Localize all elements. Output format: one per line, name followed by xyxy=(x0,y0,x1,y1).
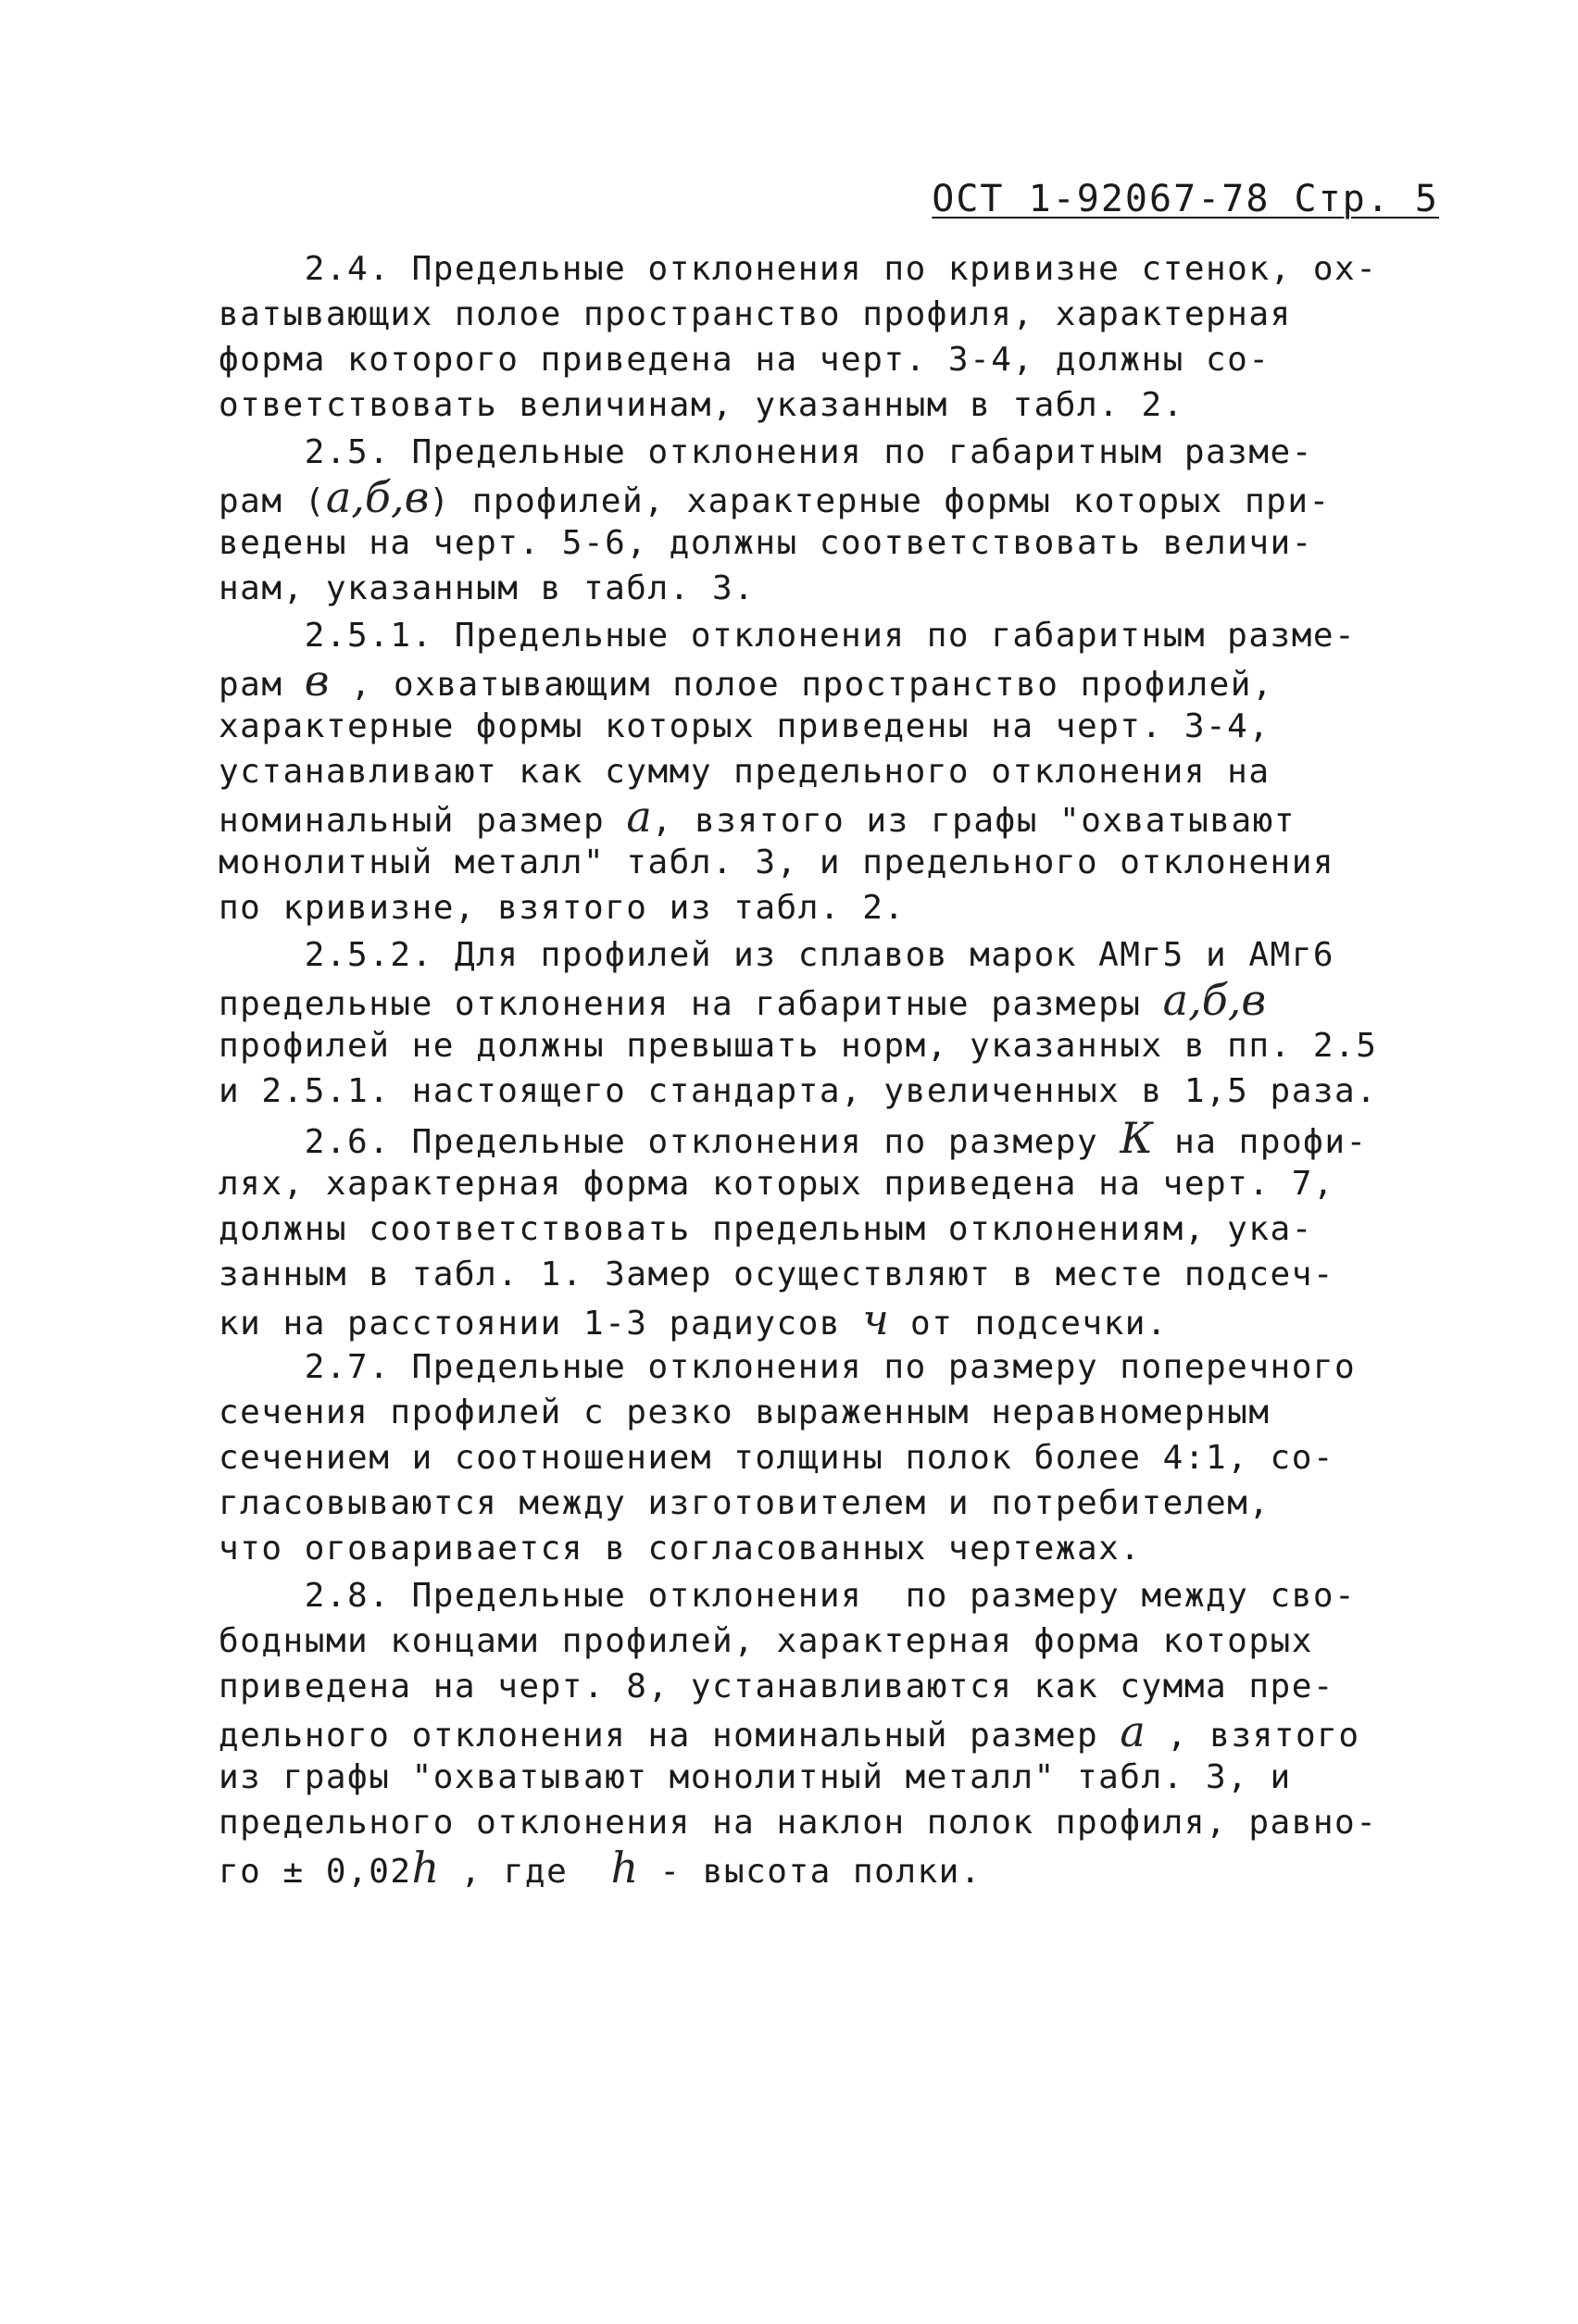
text-line xyxy=(219,1526,1441,1571)
text-line xyxy=(219,613,1441,658)
text-segment: рам ( xyxy=(219,482,326,520)
text-line xyxy=(219,1344,1441,1390)
paragraph-p2-6 xyxy=(219,1113,1441,1344)
text-segment: 2.5.2. Для профилей из сплавов марок АМг5 и АМг6 xyxy=(219,936,1335,974)
text-line xyxy=(219,1845,1441,1891)
text-line xyxy=(219,566,1441,611)
text-segment: рам xyxy=(219,666,305,704)
document-header: ОСТ 1-92067-78 Стр. 5 xyxy=(932,178,1439,220)
text-segment: го ± 0,02 xyxy=(219,1853,412,1891)
text-segment: , где xyxy=(439,1853,611,1891)
text-segment: занным в табл. 1. Замер осуществляют в месте подсеч- xyxy=(219,1256,1335,1293)
text-segment: от подсечки. xyxy=(888,1305,1169,1343)
text-line xyxy=(219,1252,1441,1297)
handwritten-symbol: а xyxy=(626,792,652,842)
handwritten-symbol: а,б,в xyxy=(1162,975,1267,1025)
text-line xyxy=(219,794,1441,840)
text-segment: ватывающих полое пространство профиля, характерная xyxy=(219,295,1292,333)
text-line xyxy=(219,337,1441,382)
document-body xyxy=(219,246,1441,1893)
handwritten-symbol: ч xyxy=(862,1294,889,1344)
text-line xyxy=(219,749,1441,794)
text-line xyxy=(219,472,1441,522)
text-segment: , взятого из графы "охватывают xyxy=(651,802,1296,840)
text-segment: номинальный размер xyxy=(219,802,627,840)
text-line xyxy=(219,1294,1441,1344)
text-segment: нам, указанным в табл. 3. xyxy=(219,569,756,607)
text-segment: , взятого xyxy=(1145,1717,1360,1755)
text-line xyxy=(219,1435,1441,1481)
text-segment: , охватывающим полое пространство профилей, xyxy=(329,666,1274,704)
text-line xyxy=(219,1068,1441,1114)
text-line xyxy=(219,932,1441,978)
text-segment: ведены на черт. 5-6, должны соответствовать величи- xyxy=(219,524,1313,562)
text-segment: - высота полки. xyxy=(638,1853,983,1891)
text-line xyxy=(219,1161,1441,1206)
text-segment: характерные формы которых приведены на черт. 3-4, xyxy=(219,707,1271,745)
paragraph-p2-7 xyxy=(219,1344,1441,1571)
text-line xyxy=(219,704,1441,749)
text-segment: из графы "охватывают монолитный металл" табл. 3, и xyxy=(219,1758,1292,1796)
text-line xyxy=(219,1113,1441,1163)
text-line xyxy=(219,1206,1441,1252)
text-segment: 2.7. Предельные отклонения по размеру поперечного xyxy=(219,1348,1357,1386)
text-line xyxy=(219,840,1441,885)
text-segment: гласовываются между изготовителем и потребителем, xyxy=(219,1484,1271,1522)
text-segment: дельного отклонения на номинальный размер xyxy=(219,1717,1121,1755)
text-segment: монолитный металл" табл. 3, и предельного отклонения xyxy=(219,843,1335,881)
text-segment: должны соответствовать предельным отклонениям, ука- xyxy=(219,1210,1313,1248)
handwritten-symbol: а xyxy=(1120,1706,1146,1756)
handwritten-symbol: а,б,в xyxy=(325,472,430,522)
text-line xyxy=(219,658,1441,704)
text-segment: сечением и соотношением толщины полок более 4:1, со- xyxy=(219,1439,1335,1477)
text-segment: ) профилей, характерные формы которых при- xyxy=(429,482,1331,520)
text-segment: форма которого приведена на черт. 3-4, должны со- xyxy=(219,341,1271,379)
text-segment: на профи- xyxy=(1152,1123,1368,1161)
paragraph-p2-5 xyxy=(219,430,1441,611)
text-segment: ки на расстоянии 1-3 радиусов xyxy=(219,1305,863,1343)
text-line xyxy=(219,1755,1441,1800)
text-segment: профилей не должны превышать норм, указанных в пп. 2.5 xyxy=(219,1027,1378,1065)
text-line xyxy=(219,975,1441,1025)
paragraph-p2-8 xyxy=(219,1573,1441,1891)
text-segment: и 2.5.1. настоящего стандарта, увеличенных в 1,5 раза. xyxy=(219,1072,1378,1110)
paragraph-p2-4 xyxy=(219,246,1441,428)
text-line xyxy=(219,1481,1441,1526)
text-segment: 2.8. Предельные отклонения по размеру между сво- xyxy=(219,1577,1357,1615)
paragraph-p2-5-1 xyxy=(219,613,1441,931)
text-line xyxy=(219,430,1441,475)
text-segment: ответствовать величинам, указанным в табл. 2. xyxy=(219,386,1184,424)
text-segment: по кривизне, взятого из табл. 2. xyxy=(219,889,906,927)
paragraph-gap xyxy=(219,1891,1441,1893)
text-segment: 2.5. Предельные отклонения по габаритным разме- xyxy=(219,433,1313,471)
text-line xyxy=(219,1618,1441,1664)
text-line xyxy=(219,1800,1441,1845)
text-line xyxy=(219,1706,1441,1756)
text-line xyxy=(219,1390,1441,1435)
text-segment: лях, характерная форма которых приведена на черт. 7, xyxy=(219,1165,1335,1203)
text-line xyxy=(219,885,1441,931)
paragraph-p2-5-2 xyxy=(219,932,1441,1114)
text-segment: 2.4. Предельные отклонения по кривизне стенок, ох- xyxy=(219,250,1378,288)
text-line xyxy=(219,1573,1441,1618)
text-segment: устанавливают как сумму предельного отклонения на xyxy=(219,753,1271,791)
text-line xyxy=(219,1023,1441,1068)
handwritten-symbol: в xyxy=(304,656,330,706)
text-line xyxy=(219,382,1441,428)
text-segment: предельного отклонения на наклон полок профиля, равно- xyxy=(219,1804,1378,1842)
text-segment: что оговаривается в согласованных чертежах. xyxy=(219,1530,1142,1568)
text-line xyxy=(219,520,1441,566)
text-line xyxy=(219,292,1441,337)
handwritten-symbol: h xyxy=(411,1843,440,1893)
text-segment: 2.6. Предельные отклонения по размеру xyxy=(219,1123,1121,1161)
text-line xyxy=(219,246,1441,292)
text-segment: сечения профилей с резко выраженным неравномерным xyxy=(219,1393,1271,1431)
text-segment: бодными концами профилей, характерная форма которых xyxy=(219,1622,1313,1660)
text-segment: приведена на черт. 8, устанавливаются как сумма пре- xyxy=(219,1668,1335,1706)
handwritten-symbol: h xyxy=(610,1843,639,1893)
handwritten-symbol: К xyxy=(1120,1113,1153,1163)
text-line xyxy=(219,1664,1441,1709)
text-segment: 2.5.1. Предельные отклонения по габаритным разме- xyxy=(219,617,1357,655)
text-segment: предельные отклонения на габаритные размеры xyxy=(219,985,1163,1023)
